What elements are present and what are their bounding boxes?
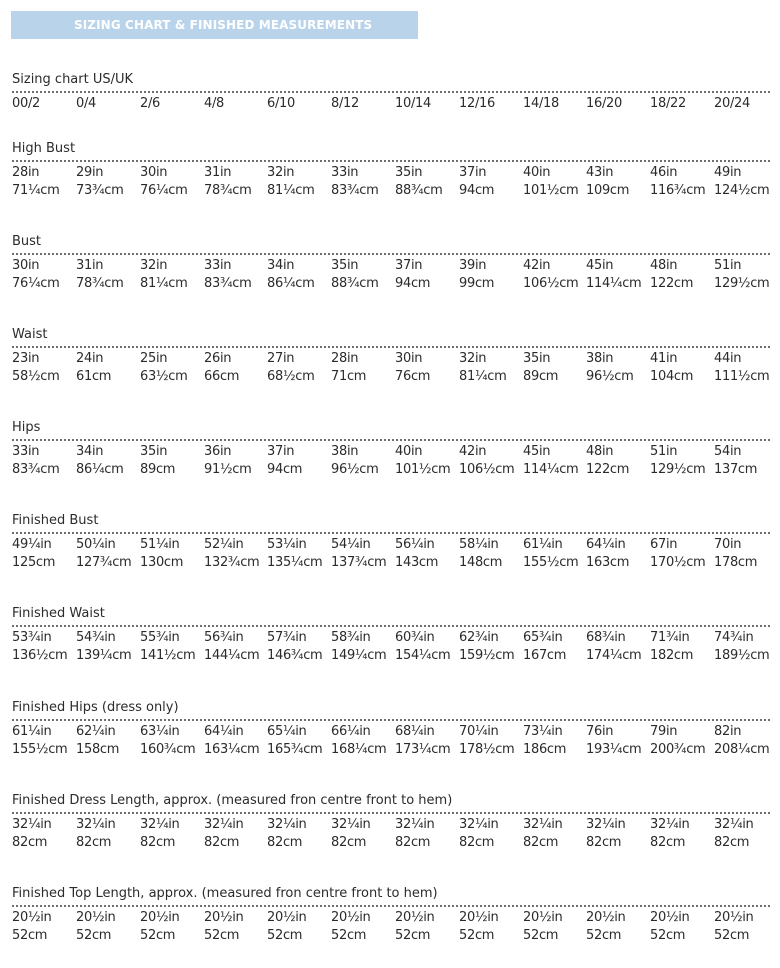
measurement-cell: 20½in [714, 910, 754, 925]
measurement-cell: 144¼cm [204, 648, 260, 663]
measurement-cell: 48in [586, 444, 614, 459]
measurement-cell: 96½cm [331, 462, 379, 477]
measurement-cell: 154¼cm [395, 648, 451, 663]
dotted-divider [12, 253, 770, 255]
measurement-cell: 35in [523, 351, 551, 366]
measurement-cell: 52cm [586, 928, 622, 943]
measurement-cell: 42in [459, 444, 487, 459]
measurement-cell: 60¾in [395, 630, 435, 645]
measurement-cell: 88¾cm [395, 183, 443, 198]
measurement-cell: 30in [140, 165, 168, 180]
measurement-cell: 38in [331, 444, 359, 459]
measurement-cell: 43in [586, 165, 614, 180]
measurement-cell: 74¾in [714, 630, 754, 645]
measurement-cell: 67in [650, 537, 678, 552]
measurement-cell: 82cm [714, 835, 750, 850]
dotted-divider [12, 160, 770, 162]
measurement-cell: 71cm [331, 369, 367, 384]
measurement-cell: 40in [395, 444, 423, 459]
size-row [12, 95, 770, 113]
measurement-cell: 33in [12, 444, 40, 459]
measurement-cell: 20½in [331, 910, 371, 925]
measurement-cell: 111½cm [714, 369, 770, 384]
measurement-cell: 25in [140, 351, 168, 366]
measurement-cell: 32¼in [331, 817, 371, 832]
measurement-cell: 23in [12, 351, 40, 366]
size-cell: 10/14 [395, 96, 431, 111]
measurement-cell: 155½cm [12, 742, 68, 757]
measurement-cell: 51in [650, 444, 678, 459]
measurement-cell: 64¼in [586, 537, 626, 552]
measurement-cell: 46in [650, 165, 678, 180]
measurement-cell: 109cm [586, 183, 630, 198]
measurement-cell: 124½cm [714, 183, 770, 198]
measurement-cell: 82cm [267, 835, 303, 850]
measurement-cell: 114¼cm [586, 276, 642, 291]
dotted-divider [12, 91, 770, 93]
measurement-cell: 32¼in [586, 817, 626, 832]
measurement-cell: 122cm [650, 276, 694, 291]
measurement-cell: 101½cm [395, 462, 451, 477]
measurement-cell: 20½in [12, 910, 52, 925]
size-cell: 4/8 [204, 96, 225, 111]
measurement-cell: 32in [140, 258, 168, 273]
inch-row [12, 164, 770, 182]
measurement-cell: 78¾cm [204, 183, 252, 198]
measurement-cell: 76¼cm [140, 183, 188, 198]
measurement-cell: 56¼in [395, 537, 435, 552]
dotted-divider [12, 719, 770, 721]
measurement-cell: 82cm [586, 835, 622, 850]
measurement-cell: 61cm [76, 369, 112, 384]
measurement-cell: 42in [523, 258, 551, 273]
measurement-cell: 70¼in [459, 724, 499, 739]
measurement-cell: 45in [523, 444, 551, 459]
cm-row [12, 275, 770, 293]
measurement-cell: 33in [331, 165, 359, 180]
measurement-cell: 139¼cm [76, 648, 132, 663]
section-title: Waist [12, 327, 48, 342]
measurement-cell: 200¾cm [650, 742, 706, 757]
measurement-cell: 168¼cm [331, 742, 387, 757]
measurement-cell: 52cm [140, 928, 176, 943]
size-cell: 8/12 [331, 96, 359, 111]
measurement-cell: 52cm [650, 928, 686, 943]
measurement-cell: 32¼in [714, 817, 754, 832]
measurement-cell: 20½in [140, 910, 180, 925]
measurement-cell: 63¼in [140, 724, 180, 739]
measurement-cell: 34in [267, 258, 295, 273]
measurement-cell: 163¼cm [204, 742, 260, 757]
measurement-cell: 39in [459, 258, 487, 273]
cm-row [12, 554, 770, 572]
measurement-cell: 182cm [650, 648, 694, 663]
measurement-cell: 50¼in [76, 537, 116, 552]
inch-row [12, 723, 770, 741]
measurement-cell: 82cm [395, 835, 431, 850]
measurement-cell: 20½in [650, 910, 690, 925]
measurement-cell: 71¾in [650, 630, 690, 645]
measurement-cell: 89cm [523, 369, 559, 384]
measurement-cell: 63½cm [140, 369, 188, 384]
inch-row [12, 629, 770, 647]
measurement-cell: 174¼cm [586, 648, 642, 663]
cm-row [12, 741, 770, 759]
dotted-divider [12, 439, 770, 441]
section-finished-waist [12, 606, 770, 665]
measurement-cell: 70in [714, 537, 742, 552]
measurement-cell: 155½cm [523, 555, 579, 570]
measurement-cell: 35in [140, 444, 168, 459]
measurement-cell: 52cm [714, 928, 750, 943]
measurement-cell: 137cm [714, 462, 758, 477]
measurement-cell: 54in [714, 444, 742, 459]
measurement-cell: 36in [204, 444, 232, 459]
measurement-cell: 49¼in [12, 537, 52, 552]
measurement-cell: 52cm [331, 928, 367, 943]
section-finished-dress-length [12, 793, 770, 852]
measurement-cell: 94cm [459, 183, 495, 198]
measurement-cell: 104cm [650, 369, 694, 384]
section-finished-hips [12, 700, 770, 759]
section-title: Finished Hips (dress only) [12, 700, 179, 715]
measurement-cell: 37in [459, 165, 487, 180]
measurement-cell: 193¼cm [586, 742, 642, 757]
measurement-cell: 52¼in [204, 537, 244, 552]
measurement-cell: 32¼in [523, 817, 563, 832]
measurement-cell: 51in [714, 258, 742, 273]
measurement-cell: 68½cm [267, 369, 315, 384]
section-title: High Bust [12, 141, 76, 156]
measurement-cell: 114¼cm [523, 462, 579, 477]
dotted-divider [12, 812, 770, 814]
measurement-cell: 32¼in [267, 817, 307, 832]
measurement-cell: 83¾cm [12, 462, 60, 477]
measurement-cell: 163cm [586, 555, 630, 570]
section-bust [12, 234, 770, 293]
measurement-cell: 52cm [267, 928, 303, 943]
measurement-cell: 189½cm [714, 648, 770, 663]
measurement-cell: 37in [395, 258, 423, 273]
measurement-cell: 34in [76, 444, 104, 459]
measurement-cell: 96½cm [586, 369, 634, 384]
measurement-cell: 81¼cm [459, 369, 507, 384]
measurement-cell: 53¾in [12, 630, 52, 645]
measurement-cell: 20½in [395, 910, 435, 925]
measurement-cell: 30in [12, 258, 40, 273]
measurement-cell: 38in [586, 351, 614, 366]
measurement-cell: 130cm [140, 555, 184, 570]
inch-row [12, 909, 770, 927]
measurement-cell: 125cm [12, 555, 56, 570]
size-cell: 20/24 [714, 96, 750, 111]
measurement-cell: 186cm [523, 742, 567, 757]
measurement-cell: 52cm [12, 928, 48, 943]
measurement-cell: 82cm [331, 835, 367, 850]
measurement-cell: 99cm [459, 276, 495, 291]
measurement-cell: 61¼in [523, 537, 563, 552]
measurement-cell: 135¼cm [267, 555, 323, 570]
measurement-cell: 83¾cm [204, 276, 252, 291]
dotted-divider [12, 532, 770, 534]
measurement-cell: 58¾in [331, 630, 371, 645]
section-title: Finished Waist [12, 606, 105, 621]
inch-row [12, 443, 770, 461]
measurement-cell: 94cm [267, 462, 303, 477]
measurement-cell: 66cm [204, 369, 240, 384]
measurement-cell: 26in [204, 351, 232, 366]
measurement-cell: 52cm [395, 928, 431, 943]
section-title: Finished Top Length, approx. (measured fron centre front to hem) [12, 886, 438, 901]
measurement-cell: 20½in [204, 910, 244, 925]
measurement-cell: 53¼in [267, 537, 307, 552]
measurement-cell: 71¼cm [12, 183, 60, 198]
measurement-cell: 88¾cm [331, 276, 379, 291]
section-hips [12, 420, 770, 479]
measurement-cell: 32¼in [204, 817, 244, 832]
dotted-divider [12, 625, 770, 627]
section-title: Hips [12, 420, 41, 435]
section-sizing-chart [12, 72, 770, 113]
measurement-cell: 52cm [523, 928, 559, 943]
measurement-cell: 51¼in [140, 537, 180, 552]
section-finished-bust [12, 513, 770, 572]
measurement-cell: 106½cm [459, 462, 515, 477]
cm-row [12, 647, 770, 665]
measurement-cell: 106½cm [523, 276, 579, 291]
section-waist [12, 327, 770, 386]
inch-row [12, 350, 770, 368]
measurement-cell: 62¼in [76, 724, 116, 739]
measurement-cell: 101½cm [523, 183, 579, 198]
measurement-cell: 81¼cm [140, 276, 188, 291]
measurement-cell: 158cm [76, 742, 120, 757]
measurement-cell: 52cm [76, 928, 112, 943]
section-finished-top-length [12, 886, 770, 945]
measurement-cell: 73¼in [523, 724, 563, 739]
measurement-cell: 52cm [204, 928, 240, 943]
measurement-cell: 78¾cm [76, 276, 124, 291]
size-cell: 12/16 [459, 96, 495, 111]
measurement-cell: 129½cm [714, 276, 770, 291]
measurement-cell: 76cm [395, 369, 431, 384]
measurement-cell: 82cm [140, 835, 176, 850]
measurement-cell: 28in [331, 351, 359, 366]
measurement-cell: 137¾cm [331, 555, 387, 570]
section-title: Finished Bust [12, 513, 99, 528]
inch-row [12, 536, 770, 554]
measurement-cell: 91½cm [204, 462, 252, 477]
measurement-cell: 65¼in [267, 724, 307, 739]
measurement-cell: 20½in [267, 910, 307, 925]
measurement-cell: 49in [714, 165, 742, 180]
measurement-cell: 32¼in [459, 817, 499, 832]
measurement-cell: 58¼in [459, 537, 499, 552]
measurement-cell: 82cm [523, 835, 559, 850]
measurement-cell: 148cm [459, 555, 503, 570]
measurement-cell: 32¼in [12, 817, 52, 832]
measurement-cell: 178½cm [459, 742, 515, 757]
measurement-cell: 35in [395, 165, 423, 180]
measurement-cell: 58½cm [12, 369, 60, 384]
measurement-cell: 20½in [586, 910, 626, 925]
measurement-cell: 52cm [459, 928, 495, 943]
measurement-cell: 20½in [76, 910, 116, 925]
measurement-cell: 37in [267, 444, 295, 459]
size-cell: 16/20 [586, 96, 622, 111]
measurement-cell: 83¾cm [331, 183, 379, 198]
measurement-cell: 136½cm [12, 648, 68, 663]
measurement-cell: 41in [650, 351, 678, 366]
measurement-cell: 28in [12, 165, 40, 180]
measurement-cell: 76¼cm [12, 276, 60, 291]
measurement-cell: 116¾cm [650, 183, 706, 198]
cm-row [12, 182, 770, 200]
measurement-cell: 55¾in [140, 630, 180, 645]
measurement-cell: 165¾cm [267, 742, 323, 757]
size-cell: 00/2 [12, 96, 40, 111]
measurement-cell: 173¼cm [395, 742, 451, 757]
measurement-cell: 146¾cm [267, 648, 323, 663]
measurement-cell: 32¼in [650, 817, 690, 832]
measurement-cell: 167cm [523, 648, 567, 663]
measurement-cell: 76in [586, 724, 614, 739]
measurement-cell: 24in [76, 351, 104, 366]
measurement-cell: 64¼in [204, 724, 244, 739]
measurement-cell: 141½cm [140, 648, 196, 663]
measurement-cell: 62¾in [459, 630, 499, 645]
measurement-cell: 44in [714, 351, 742, 366]
measurement-cell: 86¼cm [267, 276, 315, 291]
measurement-cell: 20½in [523, 910, 563, 925]
measurement-cell: 57¾in [267, 630, 307, 645]
measurement-cell: 31in [76, 258, 104, 273]
cm-row [12, 834, 770, 852]
measurement-cell: 82cm [459, 835, 495, 850]
dotted-divider [12, 905, 770, 907]
measurement-cell: 82in [714, 724, 742, 739]
size-cell: 0/4 [76, 96, 97, 111]
measurement-cell: 81¼cm [267, 183, 315, 198]
measurement-cell: 65¾in [523, 630, 563, 645]
size-cell: 2/6 [140, 96, 161, 111]
measurement-cell: 68¼in [395, 724, 435, 739]
measurement-cell: 208¼cm [714, 742, 770, 757]
measurement-cell: 178cm [714, 555, 758, 570]
measurement-cell: 66¼in [331, 724, 371, 739]
measurement-cell: 129½cm [650, 462, 706, 477]
measurement-cell: 143cm [395, 555, 439, 570]
inch-row [12, 816, 770, 834]
measurement-cell: 94cm [395, 276, 431, 291]
measurement-cell: 40in [523, 165, 551, 180]
measurement-cell: 132¾cm [204, 555, 260, 570]
size-cell: 6/10 [267, 96, 295, 111]
measurement-cell: 159½cm [459, 648, 515, 663]
measurement-cell: 32in [267, 165, 295, 180]
measurement-cell: 48in [650, 258, 678, 273]
measurement-cell: 54¾in [76, 630, 116, 645]
measurement-cell: 149¼cm [331, 648, 387, 663]
measurement-cell: 122cm [586, 462, 630, 477]
measurement-cell: 33in [204, 258, 232, 273]
measurement-cell: 32¼in [395, 817, 435, 832]
measurement-cell: 170½cm [650, 555, 706, 570]
section-title: Finished Dress Length, approx. (measured fron centre front to hem) [12, 793, 453, 808]
measurement-cell: 82cm [12, 835, 48, 850]
measurement-cell: 31in [204, 165, 232, 180]
measurement-cell: 86¼cm [76, 462, 124, 477]
section-title: Bust [12, 234, 42, 249]
measurement-cell: 61¼in [12, 724, 52, 739]
cm-row [12, 368, 770, 386]
measurement-cell: 45in [586, 258, 614, 273]
dotted-divider [12, 346, 770, 348]
section-title: Sizing chart US/UK [12, 72, 134, 87]
size-cell: 18/22 [650, 96, 686, 111]
measurement-cell: 160¾cm [140, 742, 196, 757]
inch-row [12, 257, 770, 275]
measurement-cell: 32¼in [140, 817, 180, 832]
measurement-cell: 32in [459, 351, 487, 366]
measurement-cell: 32¼in [76, 817, 116, 832]
chart-banner-title: SIZING CHART & FINISHED MEASUREMENTS [11, 11, 418, 39]
measurement-cell: 127¾cm [76, 555, 132, 570]
measurement-cell: 54¼in [331, 537, 371, 552]
measurement-cell: 27in [267, 351, 295, 366]
cm-row [12, 461, 770, 479]
section-high-bust [12, 141, 770, 200]
measurement-cell: 82cm [204, 835, 240, 850]
measurement-cell: 82cm [650, 835, 686, 850]
measurement-cell: 73¾cm [76, 183, 124, 198]
measurement-cell: 89cm [140, 462, 176, 477]
size-cell: 14/18 [523, 96, 559, 111]
measurement-cell: 79in [650, 724, 678, 739]
measurement-cell: 82cm [76, 835, 112, 850]
measurement-cell: 20½in [459, 910, 499, 925]
measurement-cell: 29in [76, 165, 104, 180]
measurement-cell: 35in [331, 258, 359, 273]
measurement-cell: 56¾in [204, 630, 244, 645]
measurement-cell: 68¾in [586, 630, 626, 645]
cm-row [12, 927, 770, 945]
measurement-cell: 30in [395, 351, 423, 366]
